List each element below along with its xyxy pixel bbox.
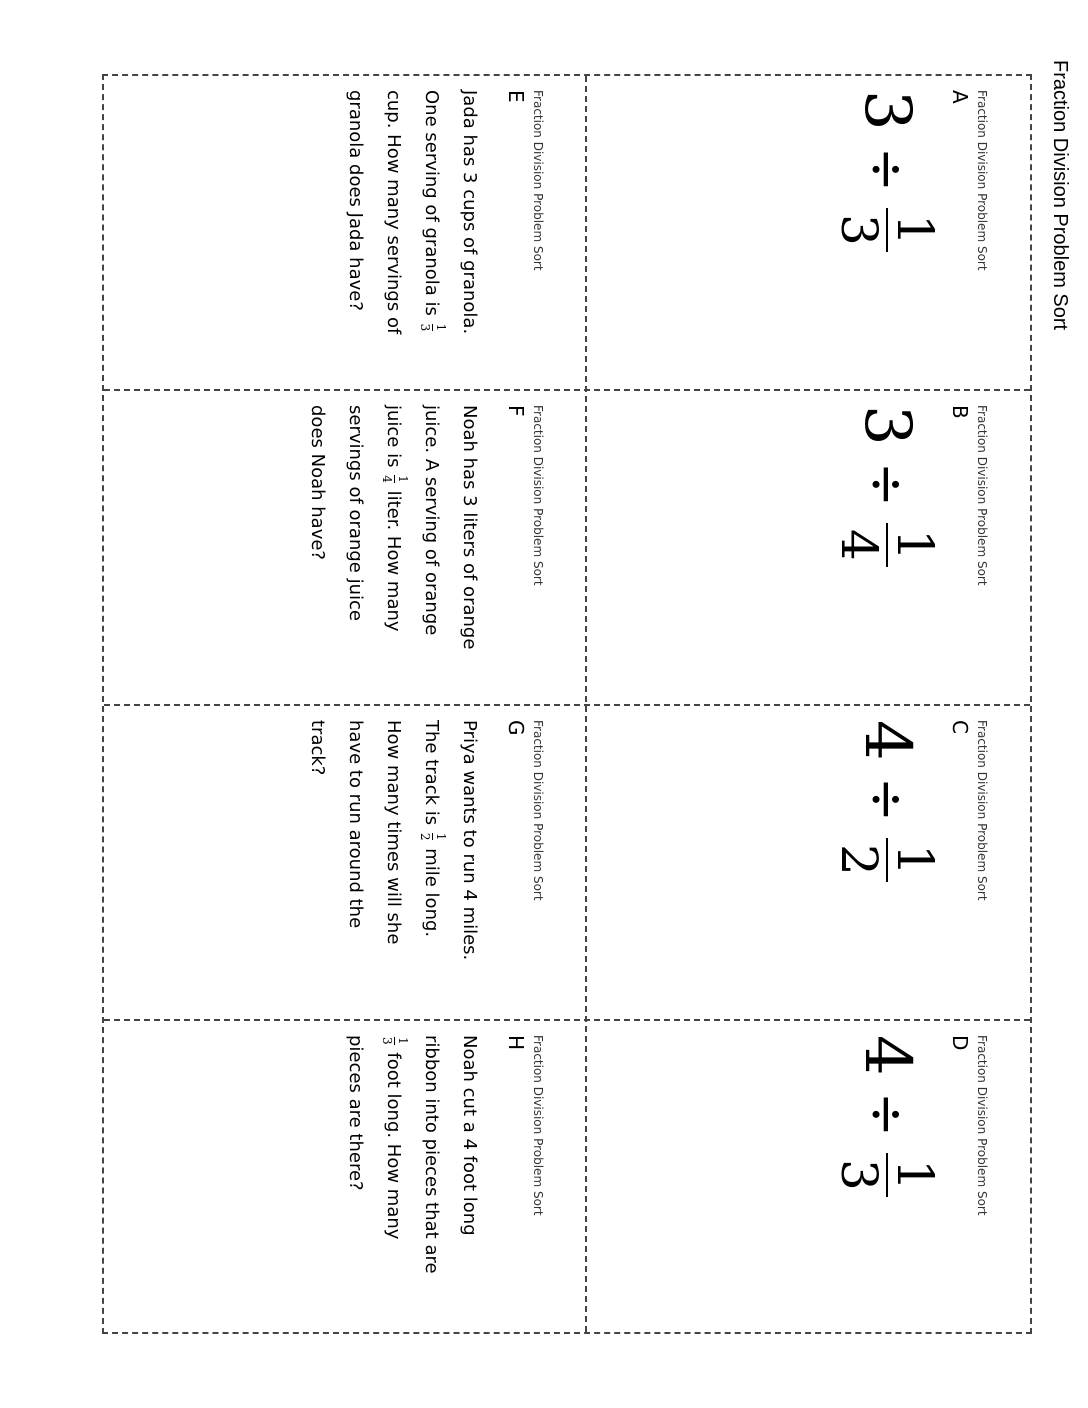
dividend: 3 <box>850 405 924 446</box>
divisor-fraction <box>830 523 944 567</box>
cut-line-vertical-3 <box>104 1019 1030 1021</box>
division-expression <box>830 405 944 586</box>
problem-text-before: Noah has 3 liters of orange juice. A serving of orange juice is <box>383 405 480 650</box>
inline-fraction <box>381 475 410 483</box>
fraction-numerator: 1 <box>886 213 944 246</box>
fraction-numerator: 1 <box>886 1158 944 1191</box>
word-problem-text <box>336 90 488 340</box>
fraction-denominator: 3 <box>380 1037 395 1045</box>
divide-symbol: ÷ <box>856 461 919 507</box>
fraction-bar <box>433 833 434 841</box>
word-problem-text <box>298 720 488 970</box>
word-problem-card-g <box>298 720 546 970</box>
card-letter: F <box>504 405 528 417</box>
card-letter: C <box>948 720 972 734</box>
fraction-bar <box>395 1037 396 1045</box>
fraction-denominator: 2 <box>418 832 433 841</box>
expression-card-b <box>830 405 990 586</box>
problem-text-after: mile long. How many times will she have to run around the track? <box>307 720 442 945</box>
dividend: 4 <box>850 1035 924 1076</box>
problem-text-after: liter. How many servings of orange juice does Noah have? <box>307 405 404 632</box>
divisor-fraction <box>830 1153 944 1197</box>
division-expression <box>830 720 944 901</box>
divide-symbol: ÷ <box>856 1091 919 1137</box>
cut-line-vertical-1 <box>104 389 1030 391</box>
inline-fraction <box>419 324 448 332</box>
divide-symbol: ÷ <box>856 776 919 822</box>
division-expression <box>830 90 944 271</box>
inline-fraction <box>419 833 448 841</box>
fraction-bar <box>395 475 396 483</box>
card-header: Fraction Division Problem Sort <box>531 720 545 901</box>
dividend: 3 <box>850 90 924 131</box>
divisor-fraction <box>830 208 944 252</box>
fraction-numerator: 1 <box>886 843 944 876</box>
problem-text-after: cup. How many servings of granola does Jada have? <box>345 90 404 335</box>
fraction-numerator: 1 <box>434 832 449 841</box>
fraction-numerator: 1 <box>886 528 944 561</box>
fraction-bar <box>433 324 434 332</box>
fraction-denominator: 3 <box>418 323 433 332</box>
card-letter: D <box>948 1035 972 1051</box>
expression-card-a <box>830 90 990 271</box>
expression-card-c <box>830 720 990 901</box>
page-title: Fraction Division Problem Sort <box>1049 60 1071 331</box>
problem-text-before: Jada has 3 cups of granola. One serving of granola is <box>421 90 480 335</box>
fraction-numerator: 1 <box>396 475 411 483</box>
word-problem-text <box>298 405 488 655</box>
card-header: Fraction Division Problem Sort <box>975 405 989 586</box>
fraction-denominator: 4 <box>380 475 395 483</box>
expression-card-d <box>830 1035 990 1216</box>
card-header: Fraction Division Problem Sort <box>531 90 545 271</box>
card-header: Fraction Division Problem Sort <box>975 90 989 271</box>
card-letter: B <box>948 405 972 419</box>
card-letter: G <box>504 720 528 736</box>
word-problem-text <box>336 1035 488 1285</box>
problem-text-after: foot long. How many pieces are there? <box>345 1035 404 1240</box>
inline-fraction <box>381 1037 410 1045</box>
card-letter: E <box>504 90 528 103</box>
fraction-numerator: 1 <box>434 323 449 332</box>
card-letter: A <box>948 90 972 104</box>
fraction-denominator: 4 <box>830 528 888 561</box>
card-header: Fraction Division Problem Sort <box>975 720 989 901</box>
card-header: Fraction Division Problem Sort <box>975 1035 989 1216</box>
cut-line-vertical-2 <box>104 704 1030 706</box>
fraction-denominator: 3 <box>830 1158 888 1191</box>
card-header: Fraction Division Problem Sort <box>531 405 545 586</box>
card-letter: H <box>504 1035 528 1051</box>
card-header: Fraction Division Problem Sort <box>531 1035 545 1216</box>
word-problem-card-h <box>336 1035 546 1285</box>
problem-text-before: Priya wants to run 4 miles. The track is <box>421 720 480 961</box>
divide-symbol: ÷ <box>856 146 919 192</box>
fraction-denominator: 2 <box>830 843 888 876</box>
word-problem-card-e <box>336 90 546 340</box>
word-problem-card-f <box>298 405 546 655</box>
fraction-numerator: 1 <box>396 1037 411 1045</box>
dividend: 4 <box>850 720 924 761</box>
fraction-denominator: 3 <box>830 213 888 246</box>
division-expression <box>830 1035 944 1216</box>
card-grid <box>102 74 1032 1334</box>
divisor-fraction <box>830 838 944 882</box>
problem-text-before: Noah cut a 4 foot long ribbon into pieces that are <box>421 1035 480 1274</box>
